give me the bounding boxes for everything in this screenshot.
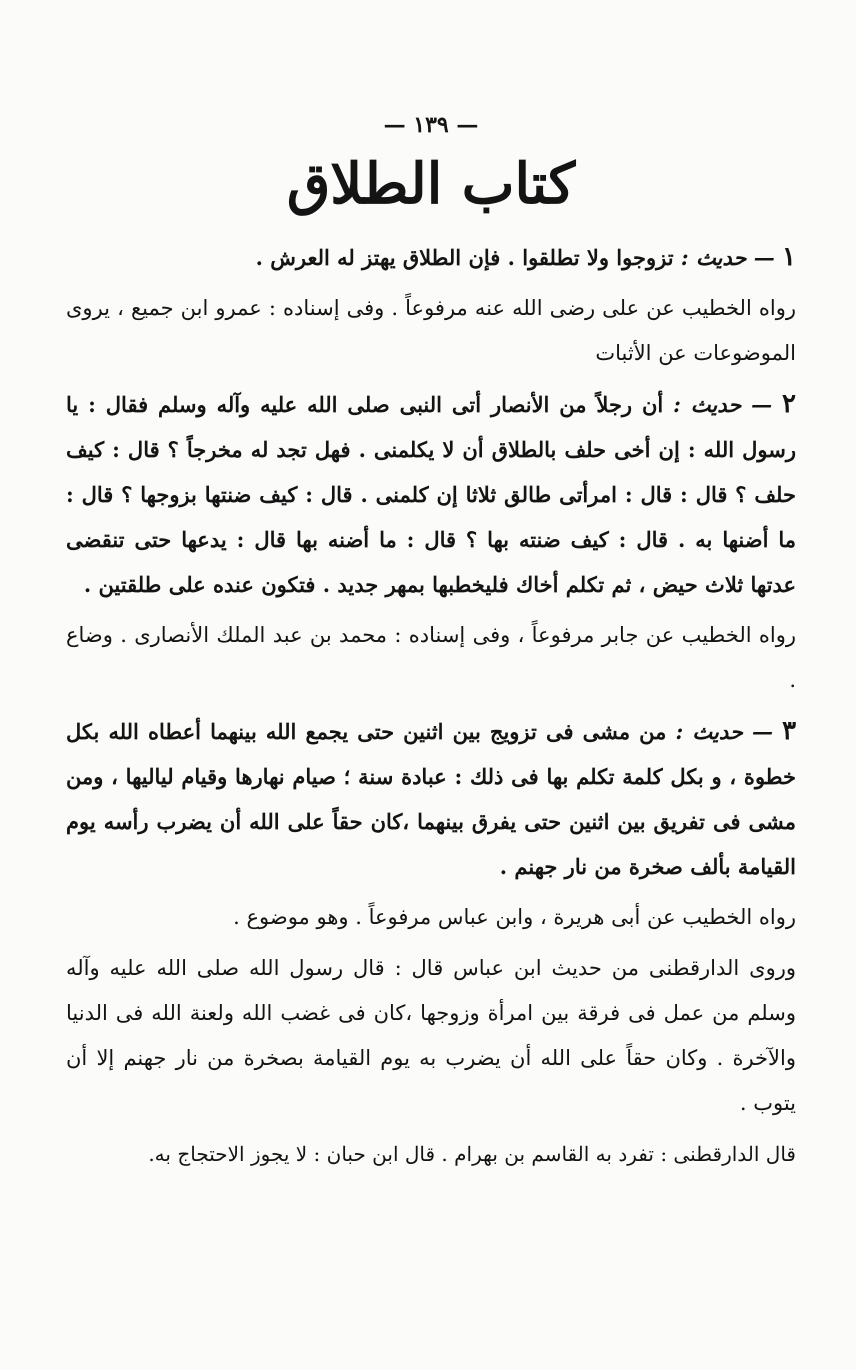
hadith-text: تزوجوا ولا تطلقوا . فإن الطلاق يهتز له العرش . <box>255 244 674 270</box>
hadith-text: من مشى فى تزويج بين اثنين حتى يجمع الله بينهما أعطاه الله بكل خطوة ، و بكل كلمة تكلم بها فى ذلك : عبادة سنة ؛ صيام نهارها وقيام لياليها ، ومن مشى فى تفريق بين اثنين حتى يفرق بينهما ،كان حقاً على الله أن يضرب رأسه يوم القيامة بألف صخرة من نار جهنم . <box>66 718 796 879</box>
hadith-2 <box>66 382 796 607</box>
hadith-3 <box>66 709 796 889</box>
hadith-note: قال الدارقطنى : تفرد به القاسم بن بهرام . قال ابن حبان : لا يجوز الاحتجاج به. <box>148 1141 796 1166</box>
chapter-title: كتاب الطلاق <box>286 151 576 217</box>
hadith-number: ٢ <box>782 388 797 419</box>
hadith-source: رواه الخطيب عن أبى هريرة ، وابن عباس مرفوعاً . وهو موضوع . <box>233 904 796 929</box>
hadith-label: — حديث : <box>675 718 773 744</box>
hadith-number: ٣ <box>782 715 797 746</box>
page-number: — ١٣٩ — <box>383 112 479 138</box>
hadith-source: وروى الدارقطنى من حديث ابن عباس قال : قال رسول الله صلى الله عليه وآله وسلم من عمل فى فرقة بين امرأة وزوجها ،كان فى غضب الله ولعنة الله فى الدنيا والآخرة . وكان حقاً على الله أن يضرب به يوم القيامة بصخرة من نار جهنم إلا أن يتوب . <box>66 955 796 1115</box>
hadith-source: رواه الخطيب عن على رضى الله عنه مرفوعاً . وفى إسناده : عمرو ابن جميع ، يروى الموضوعات عن الأثبات <box>66 295 796 365</box>
hadith-label: — حديث : <box>680 244 775 270</box>
hadith-number: ١ <box>782 241 796 272</box>
hadith-label: — حديث : <box>673 391 773 417</box>
hadith-source: رواه الخطيب عن جابر مرفوعاً ، وفى إسناده : محمد بن عبد الملك الأنصارى . وضاع . <box>66 622 796 692</box>
hadith-text: أن رجلاً من الأنصار أتى النبى صلى الله عليه وآله وسلم فقال : يا رسول الله : إن أخى حلف بالطلاق أن لا يكلمنى . فهل تجد له مخرجاً ؟ قال : كيف حلف ؟ قال : قال : امرأتى طالق ثلاثا إن كلمنى . قال : كيف ضنتها بزوجها ؟ قال : ما أضنها به . قال : كيف ضنته بها ؟ قال : ما أضنه بها قال : يدعها حتى تنقضى عدتها ثلاث حيض ، ثم تكلم أخاك فليخطبها بمهر جديد . فتكون عنده على طلقتين . <box>66 391 796 597</box>
hadith-1 <box>66 235 796 280</box>
